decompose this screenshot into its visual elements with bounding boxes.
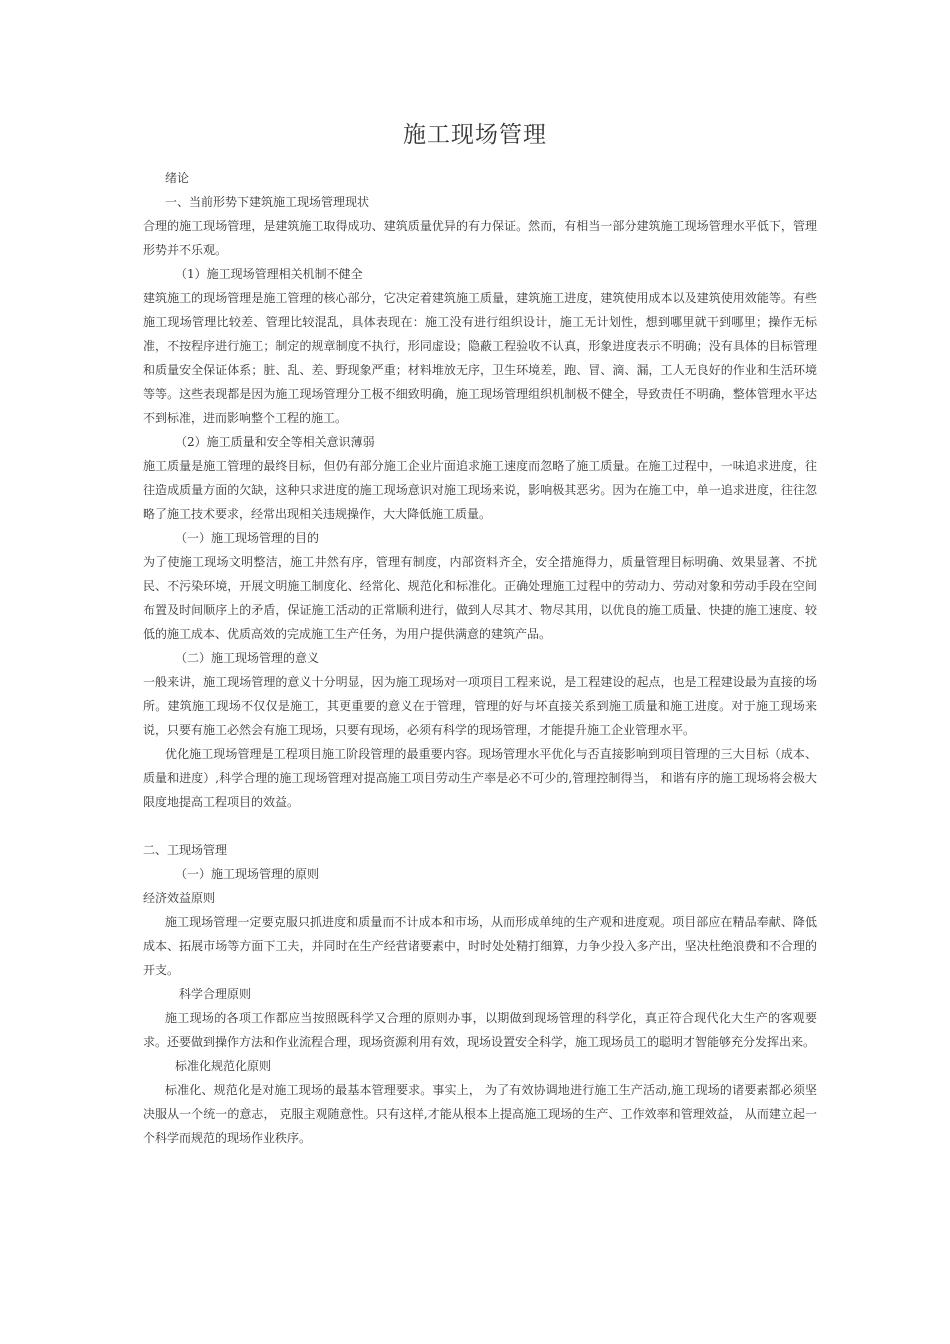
intro-heading: 绪论 — [165, 171, 190, 185]
section2-heading: 二、工现场管理 — [143, 843, 228, 857]
sub4-paragraph-2: 优化施工现场管理是工程项目施工阶段管理的最重要内容。现场管理水平优化与否直接影响到项目管理的三大目标（成本、质量和进度）,科学合理的施工现场管理对提高施工项目劳动生产率是必不可少的,管理控制得当， 和谐有序的施工现场将会极大限度地提高工程项目的效益。 — [143, 747, 817, 809]
sub3-heading: （一）施工现场管理的目的 — [175, 531, 320, 545]
principle3-heading: 标准化规范化原则 — [175, 1059, 272, 1073]
section1-paragraph: 合理的施工现场管理，是建筑施工取得成功、建筑质量优异的有力保证。然而，有相当一部分建筑施工现场管理水平低下，管理形势并不乐观。 — [143, 219, 817, 257]
document-body — [143, 166, 817, 1150]
section1-heading: 一、当前形势下建筑施工现场管理现状 — [165, 195, 370, 209]
spacer — [143, 814, 817, 838]
principle2-heading: 科学合理原则 — [179, 987, 252, 1001]
principle3-paragraph: 标准化、规范化是对施工现场的最基本管理要求。事实上， 为了有效协调地进行施工生产活动,施工现场的诸要素都必须坚决服从一个统一的意志， 克服主观随意性。只有这样,才能从根本上提高施工现场的生产、工作效率和管理效益， 从而建立起一个科学而规范的现场作业秩序。 — [143, 1083, 817, 1145]
principle2-paragraph: 施工现场的各项工作都应当按照既科学又合理的原则办事，以期做到现场管理的科学化，真正符合现代化大生产的客观要求。还要做到操作方法和作业流程合理，现场资源利用有效，现场设置安全科学，施工现场员工的聪明才智能够充分发挥出来。 — [143, 1011, 817, 1049]
sub2-paragraph: 施工质量是施工管理的最终目标，但仍有部分施工企业片面追求施工速度而忽略了施工质量。在施工过程中，一味追求进度，往往造成质量方面的欠缺，这种只求进度的施工现场意识对施工现场来说，影响极其恶劣。因为在施工中，单一追求进度，往往忽略了施工技术要求，经常出现相关违规操作，大大降低施工质量。 — [143, 459, 817, 521]
principle1-paragraph: 施工现场管理一定要克服只抓进度和质量而不计成本和市场，从而形成单纯的生产观和进度观。项目部应在精品奉献、降低成本、拓展市场等方面下工夫，并同时在生产经营诸要素中，时时处处精打细算，力争少投入多产出，坚决杜绝浪费和不合理的开支。 — [143, 915, 817, 977]
sub2-heading: （2）施工质量和安全等相关意识薄弱 — [175, 435, 375, 449]
sub4-heading: （二）施工现场管理的意义 — [175, 651, 320, 665]
section2-sub1-heading: （一）施工现场管理的原则 — [175, 867, 320, 881]
sub4-paragraph: 一般来讲，施工现场管理的意义十分明显，因为施工现场对一项项目工程来说，是工程建设的起点，也是工程建设最为直接的场所。建筑施工现场不仅仅是施工，其更重要的意义在于管理，管理的好与坏直接关系到施工质量和施工进度。对于施工现场来说，只要有施工必然会有施工现场，只要有现场，必须有科学的现场管理，才能提升施工企业管理水平。 — [143, 675, 817, 737]
principle1-heading: 经济效益原则 — [143, 891, 216, 905]
document-title: 施工现场管理 — [403, 122, 547, 148]
sub1-paragraph: 建筑施工的现场管理是施工管理的核心部分，它决定着建筑施工质量，建筑施工进度，建筑使用成本以及建筑使用效能等。有些施工现场管理比较差、管理比较混乱，具体表现在：施工没有进行组织设计，施工无计划性，想到哪里就干到哪里；操作无标准，不按程序进行施工；制定的规章制度不执行，形同虚设；隐蔽工程验收不认真，形象进度表示不明确；没有具体的目标管理和质量安全保证体系；脏、乱、差、野现象严重；材料堆放无序，卫生环境差，跑、冒、滴、漏，工人无良好的作业和生活环境等等。这些表现都是因为施工现场管理分工极不细致明确，施工现场管理组织机制极不健全，导致责任不明确，整体管理水平达不到标准，进而影响整个工程的施工。 — [143, 291, 817, 425]
sub3-paragraph: 为了使施工现场文明整洁，施工井然有序，管理有制度，内部资料齐全，安全措施得力，质量管理目标明确、效果显著、不扰民、不污染环境，开展文明施工制度化、经常化、规范化和标准化。正确处理施工过程中的劳动力、劳动对象和劳动手段在空间布置及时间顺序上的矛盾，保证施工活动的正常顺利进行，做到人尽其才、物尽其用，以优良的施工质量、快捷的施工速度、较低的施工成本、优质高效的完成施工生产任务，为用户提供满意的建筑产品。 — [143, 555, 817, 641]
sub1-heading: （1）施工现场管理相关机制不健全 — [175, 267, 363, 281]
